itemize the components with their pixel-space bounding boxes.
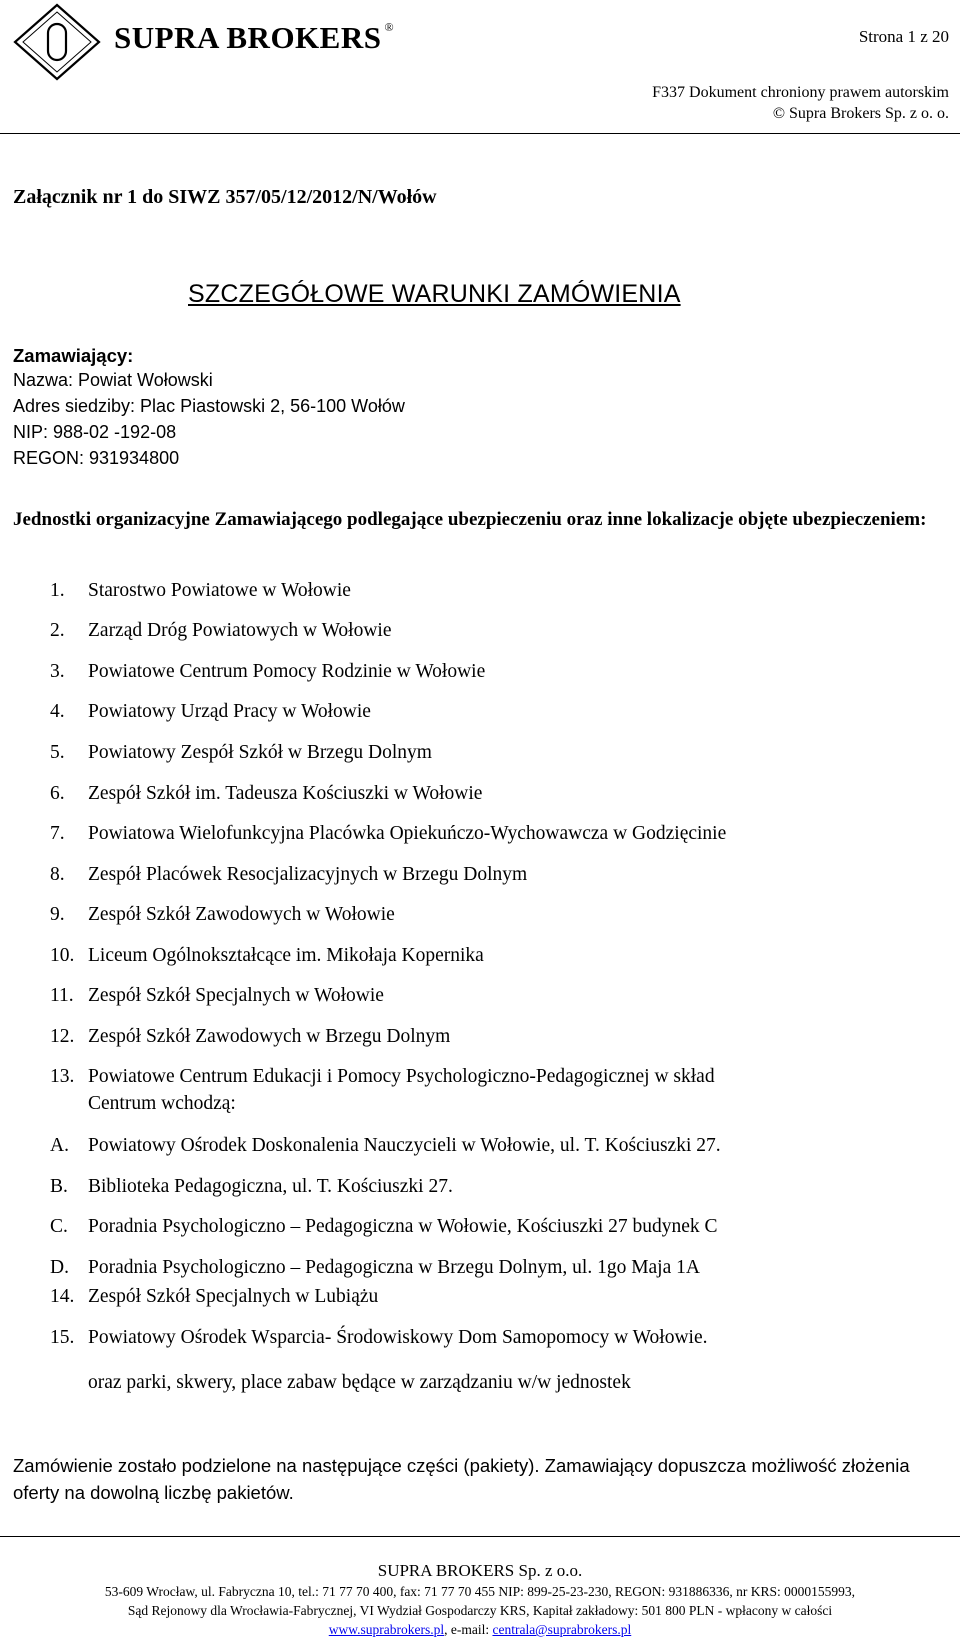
supra-brokers-logo-icon (12, 2, 102, 82)
page-title: SZCZEGÓŁOWE WARUNKI ZAMÓWIENIA (188, 280, 681, 308)
ordering-party-heading: Zamawiający: (13, 345, 134, 366)
footer-address: 53-609 Wrocław, ul. Fabryczna 10, tel.: 71 77 70 400, fax: 71 77 70 455 NIP: 899-25-23-230, REGON: 931886336, nr KRS: 0000155993, (104, 1584, 856, 1599)
units-heading: Jednostki organizacyjne Zamawiającego podlegające ubezpieczeniu oraz inne lokalizacje objęte ubezpieczeniem: (13, 509, 927, 530)
list-item: 14. Zespół Szkół Specjalnych w Lubiążu (50, 1286, 379, 1307)
list-item: 13. Powiatowe Centrum Edukacji i Pomocy Psychologiczno-Pedagogicznej w skład Centrum wchodzą: (50, 1066, 715, 1114)
list-item: 7. Powiatowa Wielofunkcyjna Placówka Opiekuńczo-Wychowawcza w Godzięcinie (50, 823, 727, 844)
registered-mark: ® (384, 20, 395, 34)
list-item: 1. Starostwo Powiatowe w Wołowie (50, 580, 351, 601)
copyright-notice: F337 Dokument chroniony prawem autorskim (652, 84, 949, 101)
website-link[interactable]: www.suprabrokers.pl (328, 1622, 445, 1637)
list-item: 6. Zespół Szkół im. Tadeusza Kościuszki w Wołowie (50, 783, 483, 804)
list-item: 5. Powiatowy Zespół Szkół w Brzegu Dolnym (50, 742, 432, 763)
list-item: D. Poradnia Psychologiczno – Pedagogiczna w Brzegu Dolnym, ul. 1go Maja 1A (50, 1257, 700, 1278)
footer-divider (0, 1536, 960, 1537)
list-item: 11. Zespół Szkół Specjalnych w Wołowie (50, 985, 384, 1006)
email-link[interactable]: centrala@suprabrokers.pl (492, 1622, 632, 1637)
list-item: 4. Powiatowy Urząd Pracy w Wołowie (50, 701, 371, 722)
footer-registration: Sąd Rejonowy dla Wrocławia-Fabrycznej, VI Wydział Gospodarczy KRS, Kapitał zakładowy: 501 800 PLN - wpłacony w całości (127, 1603, 833, 1618)
list-item: 8. Zespół Placówek Resocjalizacyjnych w Brzegu Dolnym (50, 864, 528, 885)
ordering-party-address: Adres siedziby: Plac Piastowski 2, 56-100 Wołów (13, 396, 405, 416)
header-divider (0, 133, 960, 134)
list-item: 2. Zarząd Dróg Powiatowych w Wołowie (50, 620, 392, 641)
copyright-owner: © Supra Brokers Sp. z o. o. (772, 105, 949, 122)
list-item: B. Biblioteka Pedagogiczna, ul. T. Kościuszki 27. (50, 1176, 453, 1197)
brand-name: SUPRA BROKERS ® (114, 20, 395, 55)
page-header (0, 0, 960, 122)
list-item: 15. Powiatowy Ośrodek Wsparcia- Środowiskowy Dom Samopomocy w Wołowie. (50, 1327, 708, 1348)
footer-contact (0, 1620, 960, 1639)
page-number: Strona 1 z 20 (858, 27, 949, 46)
attachment-title: Załącznik nr 1 do SIWZ 357/05/12/2012/N/Wołów (13, 186, 437, 208)
list-item: 9. Zespół Szkół Zawodowych w Wołowie (50, 904, 395, 925)
page-footer (0, 1560, 960, 1639)
extra-locations-line: oraz parki, skwery, place zabaw będące w zarządzaniu w/w jednostek (88, 1372, 631, 1393)
list-item: 3. Powiatowe Centrum Pomocy Rodzinie w Wołowie (50, 661, 486, 682)
ordering-party-nip: NIP: 988-02 -192-08 (13, 422, 177, 442)
email-label: , e-mail: (444, 1622, 493, 1637)
footer-company: SUPRA BROKERS Sp. z o.o. (377, 1561, 583, 1580)
ordering-party-name: Nazwa: Powiat Wołowski (13, 370, 213, 390)
ordering-party-regon: REGON: 931934800 (13, 448, 180, 468)
list-item: C. Poradnia Psychologiczno – Pedagogiczna w Wołowie, Kościuszki 27 budynek C (50, 1216, 718, 1237)
list-item: 12. Zespół Szkół Zawodowych w Brzegu Dolnym (50, 1026, 451, 1047)
list-item: 10. Liceum Ogólnokształcące im. Mikołaja Kopernika (50, 945, 484, 966)
list-item: A. Powiatowy Ośrodek Doskonalenia Nauczycieli w Wołowie, ul. T. Kościuszki 27. (50, 1135, 721, 1156)
packages-note: Zamówienie zostało podzielone na następujące części (pakiety). Zamawiający dopuszcza możliwość złożenia oferty na dowolną liczbę pakietów. (13, 1455, 910, 1503)
